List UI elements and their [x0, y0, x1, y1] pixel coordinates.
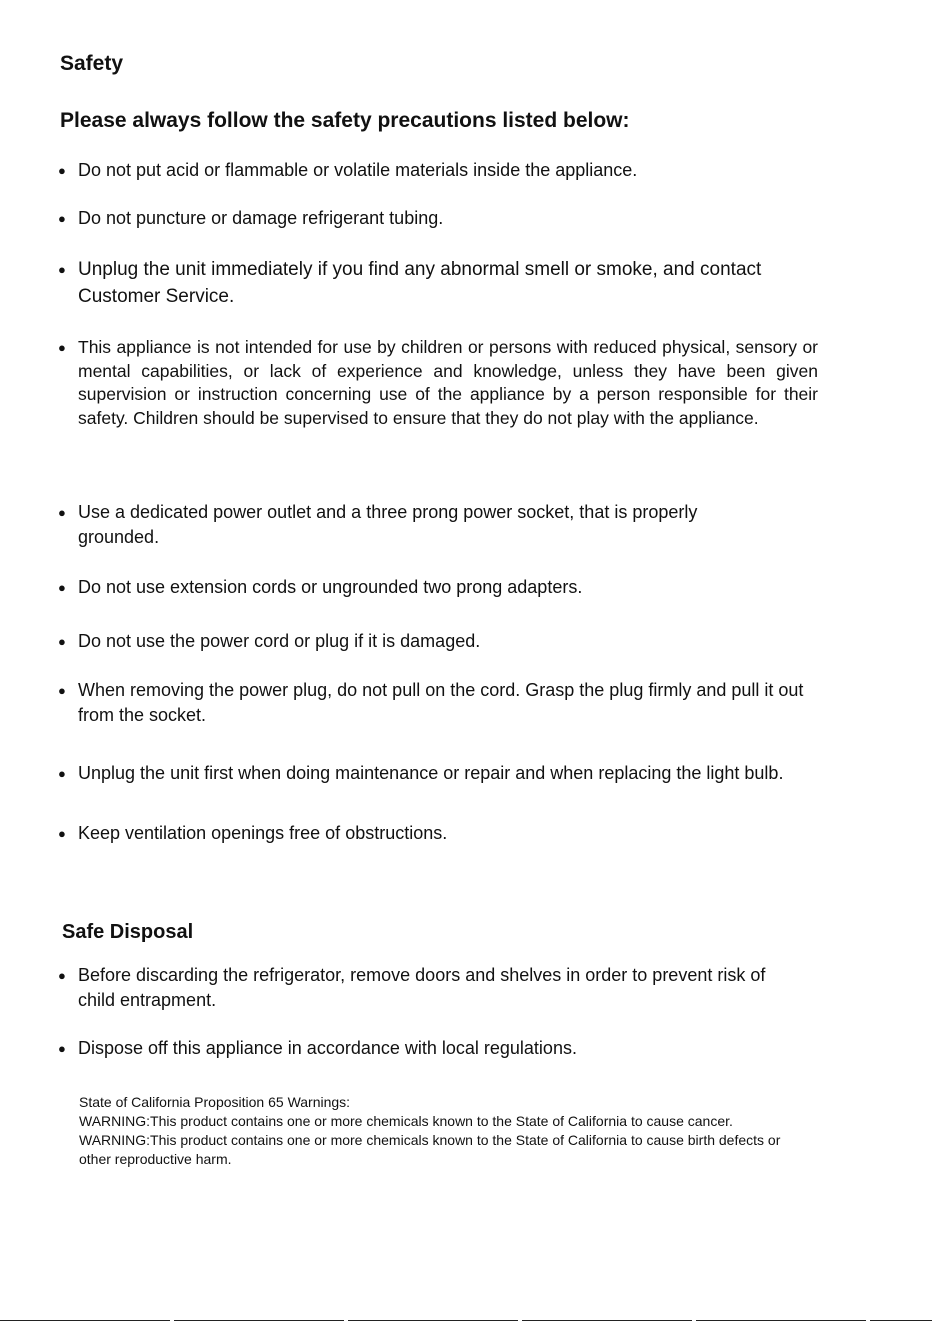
safety-item-5 [58, 500, 758, 550]
safety-item-8 [58, 678, 818, 728]
safety-item-text: This appliance is not intended for use by children or persons with reduced physical, sensory or mental capabilities, or lack of experience and knowledge, unless they have been given supervision or instruction concerning use of the appliance by a person responsible for their safety. Children should be supervised to ensure that they do not play with the appliance. [78, 337, 818, 428]
bullet-icon: ● [58, 634, 66, 649]
safety-item-9 [58, 761, 858, 786]
prop65-warning-birth-defects: WARNING:This product contains one or more chemicals known to the State of California to cause birth defects or [79, 1132, 781, 1148]
prop65-warning-continuation: other reproductive harm. [79, 1151, 232, 1167]
safety-item-text: Use a dedicated power outlet and a three prong power socket, that is properly grounded. [78, 502, 698, 547]
bullet-icon: ● [58, 211, 66, 226]
prop65-warnings [79, 1093, 879, 1169]
safety-item-text: Keep ventilation openings free of obstructions. [78, 823, 448, 843]
disposal-item-text: Before discarding the refrigerator, remove doors and shelves in order to prevent risk of child entrapment. [78, 965, 766, 1010]
bullet-icon: ● [58, 262, 66, 277]
bullet-icon: ● [58, 340, 66, 355]
disposal-item-text: Dispose off this appliance in accordance with local regulations. [78, 1038, 577, 1058]
bullet-icon: ● [58, 766, 66, 781]
safety-item-2 [58, 206, 838, 231]
disposal-title: Safe Disposal [62, 921, 194, 943]
safety-subtitle: Please always follow the safety precautions listed below: [60, 109, 630, 132]
bullet-icon: ● [58, 505, 66, 520]
footer-rule [0, 1320, 932, 1321]
safety-item-1 [58, 158, 698, 183]
safety-item-3 [58, 256, 848, 310]
safety-item-4 [58, 336, 818, 430]
safety-item-text: Do not puncture or damage refrigerant tubing. [78, 208, 444, 228]
safety-item-text: Do not put acid or flammable or volatile materials inside the appliance. [78, 160, 638, 180]
bullet-icon: ● [58, 683, 66, 698]
safety-item-6 [58, 575, 838, 600]
disposal-item-1 [58, 963, 798, 1013]
safety-item-text: Unplug the unit immediately if you find any abnormal smell or smoke, and contact Customer Service. [78, 259, 762, 307]
safety-item-text: Do not use extension cords or ungrounded two prong adapters. [78, 577, 583, 597]
safety-item-text: Do not use the power cord or plug if it is damaged. [78, 631, 481, 651]
bullet-icon: ● [58, 163, 66, 178]
safety-item-text: Unplug the unit first when doing maintenance or repair and when replacing the light bulb. [78, 763, 784, 783]
safety-title: Safety [60, 52, 124, 75]
disposal-item-2 [58, 1036, 838, 1061]
bullet-icon: ● [58, 1041, 66, 1056]
prop65-heading: State of California Proposition 65 Warnings: [79, 1094, 351, 1110]
bullet-icon: ● [58, 580, 66, 595]
bullet-icon: ● [58, 826, 66, 841]
safety-item-10 [58, 821, 838, 846]
prop65-warning-cancer: WARNING:This product contains one or more chemicals known to the State of California to cause cancer. [79, 1113, 733, 1129]
bullet-icon: ● [58, 968, 66, 983]
safety-item-7 [58, 629, 838, 654]
safety-item-text: When removing the power plug, do not pull on the cord. Grasp the plug firmly and pull it out from the socket. [78, 680, 804, 725]
